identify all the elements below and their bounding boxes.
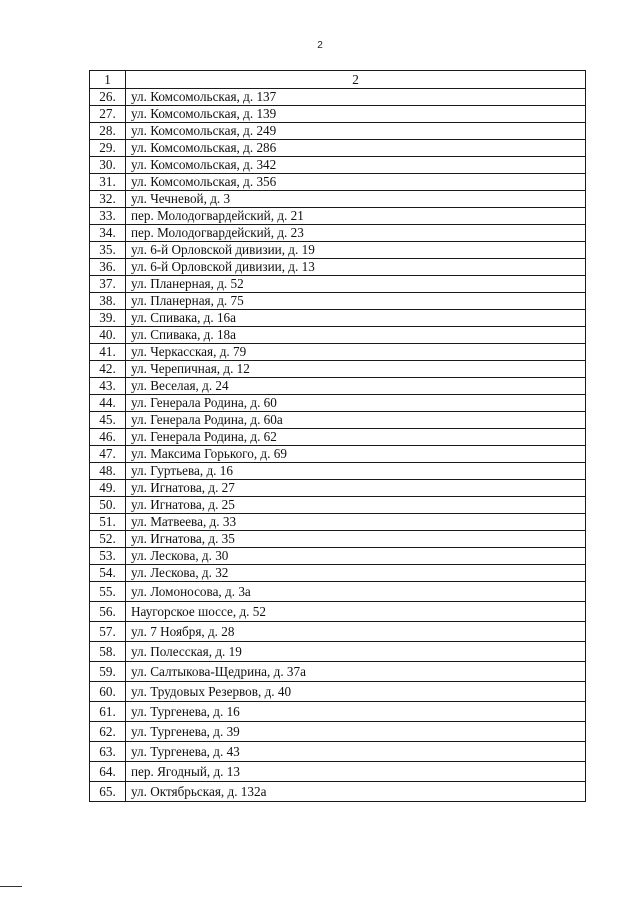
row-address: ул. Тургенева, д. 16 <box>126 702 586 722</box>
row-address: ул. Спивака, д. 16а <box>126 310 586 327</box>
row-number: 45. <box>90 412 126 429</box>
table-row <box>90 412 586 429</box>
row-address: ул. Планерная, д. 52 <box>126 276 586 293</box>
row-number: 33. <box>90 208 126 225</box>
table-row <box>90 344 586 361</box>
row-address: ул. Комсомольская, д. 139 <box>126 106 586 123</box>
table-row <box>90 642 586 662</box>
table-row <box>90 463 586 480</box>
row-address: ул. Максима Горького, д. 69 <box>126 446 586 463</box>
table-row <box>90 497 586 514</box>
page-number: 2 <box>317 40 323 51</box>
row-number: 26. <box>90 89 126 106</box>
row-number: 61. <box>90 702 126 722</box>
table-row <box>90 446 586 463</box>
row-number: 37. <box>90 276 126 293</box>
row-address: ул. 6-й Орловской дивизии, д. 13 <box>126 259 586 276</box>
table-row <box>90 140 586 157</box>
row-address: пер. Молодогвардейский, д. 21 <box>126 208 586 225</box>
row-address: ул. Игнатова, д. 35 <box>126 531 586 548</box>
row-number: 62. <box>90 722 126 742</box>
row-number: 46. <box>90 429 126 446</box>
row-number: 51. <box>90 514 126 531</box>
row-number: 52. <box>90 531 126 548</box>
table-body <box>90 89 586 802</box>
row-number: 48. <box>90 463 126 480</box>
table-row <box>90 191 586 208</box>
row-number: 63. <box>90 742 126 762</box>
row-address: ул. Тургенева, д. 43 <box>126 742 586 762</box>
row-address: пер. Молодогвардейский, д. 23 <box>126 225 586 242</box>
row-number: 58. <box>90 642 126 662</box>
table-row <box>90 310 586 327</box>
table-row <box>90 602 586 622</box>
table-row <box>90 293 586 310</box>
row-address: ул. Салтыкова-Щедрина, д. 37а <box>126 662 586 682</box>
table-row <box>90 276 586 293</box>
row-address: ул. Черкасская, д. 79 <box>126 344 586 361</box>
row-address: Наугорское шоссе, д. 52 <box>126 602 586 622</box>
table-row <box>90 429 586 446</box>
row-address: ул. 6-й Орловской дивизии, д. 19 <box>126 242 586 259</box>
row-number: 29. <box>90 140 126 157</box>
table-header-row <box>90 71 586 89</box>
row-number: 64. <box>90 762 126 782</box>
table-row <box>90 174 586 191</box>
row-address: ул. Комсомольская, д. 286 <box>126 140 586 157</box>
row-number: 42. <box>90 361 126 378</box>
table-row <box>90 582 586 602</box>
row-number: 35. <box>90 242 126 259</box>
row-address: ул. Веселая, д. 24 <box>126 378 586 395</box>
row-address: ул. Чечневой, д. 3 <box>126 191 586 208</box>
row-address: ул. 7 Ноября, д. 28 <box>126 622 586 642</box>
table-row <box>90 208 586 225</box>
row-address: ул. Полесская, д. 19 <box>126 642 586 662</box>
row-number: 39. <box>90 310 126 327</box>
table-row <box>90 548 586 565</box>
table-row <box>90 106 586 123</box>
row-address: ул. Октябрьская, д. 132а <box>126 782 586 802</box>
row-address: ул. Гуртьева, д. 16 <box>126 463 586 480</box>
row-address: ул. Черепичная, д. 12 <box>126 361 586 378</box>
column-header-address: 2 <box>126 71 586 89</box>
row-number: 57. <box>90 622 126 642</box>
row-number: 60. <box>90 682 126 702</box>
footer-mark <box>0 886 22 887</box>
row-address: пер. Ягодный, д. 13 <box>126 762 586 782</box>
table-row <box>90 480 586 497</box>
row-number: 31. <box>90 174 126 191</box>
row-address: ул. Тургенева, д. 39 <box>126 722 586 742</box>
row-number: 28. <box>90 123 126 140</box>
table-row <box>90 361 586 378</box>
table-row <box>90 378 586 395</box>
row-number: 59. <box>90 662 126 682</box>
row-address: ул. Генерала Родина, д. 60 <box>126 395 586 412</box>
address-table-container <box>89 70 585 802</box>
row-address: ул. Матвеева, д. 33 <box>126 514 586 531</box>
row-number: 40. <box>90 327 126 344</box>
table-row <box>90 123 586 140</box>
table-row <box>90 782 586 802</box>
row-address: ул. Спивака, д. 18а <box>126 327 586 344</box>
row-number: 30. <box>90 157 126 174</box>
table-row <box>90 157 586 174</box>
row-address: ул. Игнатова, д. 25 <box>126 497 586 514</box>
table-row <box>90 742 586 762</box>
row-address: ул. Лескова, д. 30 <box>126 548 586 565</box>
address-table <box>89 70 586 802</box>
row-address: ул. Генерала Родина, д. 62 <box>126 429 586 446</box>
row-address: ул. Комсомольская, д. 356 <box>126 174 586 191</box>
row-number: 55. <box>90 582 126 602</box>
table-row <box>90 89 586 106</box>
row-address: ул. Генерала Родина, д. 60а <box>126 412 586 429</box>
row-number: 38. <box>90 293 126 310</box>
row-number: 54. <box>90 565 126 582</box>
row-number: 43. <box>90 378 126 395</box>
table-row <box>90 702 586 722</box>
row-address: ул. Комсомольская, д. 249 <box>126 123 586 140</box>
table-row <box>90 762 586 782</box>
row-address: ул. Ломоносова, д. 3а <box>126 582 586 602</box>
table-row <box>90 662 586 682</box>
table-row <box>90 242 586 259</box>
table-row <box>90 722 586 742</box>
row-number: 32. <box>90 191 126 208</box>
row-number: 56. <box>90 602 126 622</box>
row-address: ул. Комсомольская, д. 137 <box>126 89 586 106</box>
column-header-number: 1 <box>90 71 126 89</box>
row-address: ул. Планерная, д. 75 <box>126 293 586 310</box>
row-address: ул. Игнатова, д. 27 <box>126 480 586 497</box>
row-number: 49. <box>90 480 126 497</box>
row-number: 41. <box>90 344 126 361</box>
table-row <box>90 514 586 531</box>
row-number: 36. <box>90 259 126 276</box>
row-address: ул. Трудовых Резервов, д. 40 <box>126 682 586 702</box>
row-number: 27. <box>90 106 126 123</box>
table-row <box>90 565 586 582</box>
table-row <box>90 327 586 344</box>
row-number: 53. <box>90 548 126 565</box>
row-number: 34. <box>90 225 126 242</box>
row-number: 47. <box>90 446 126 463</box>
row-number: 44. <box>90 395 126 412</box>
table-row <box>90 531 586 548</box>
table-row <box>90 622 586 642</box>
row-address: ул. Лескова, д. 32 <box>126 565 586 582</box>
table-row <box>90 259 586 276</box>
table-row <box>90 395 586 412</box>
row-address: ул. Комсомольская, д. 342 <box>126 157 586 174</box>
row-number: 65. <box>90 782 126 802</box>
table-row <box>90 225 586 242</box>
row-number: 50. <box>90 497 126 514</box>
table-row <box>90 682 586 702</box>
